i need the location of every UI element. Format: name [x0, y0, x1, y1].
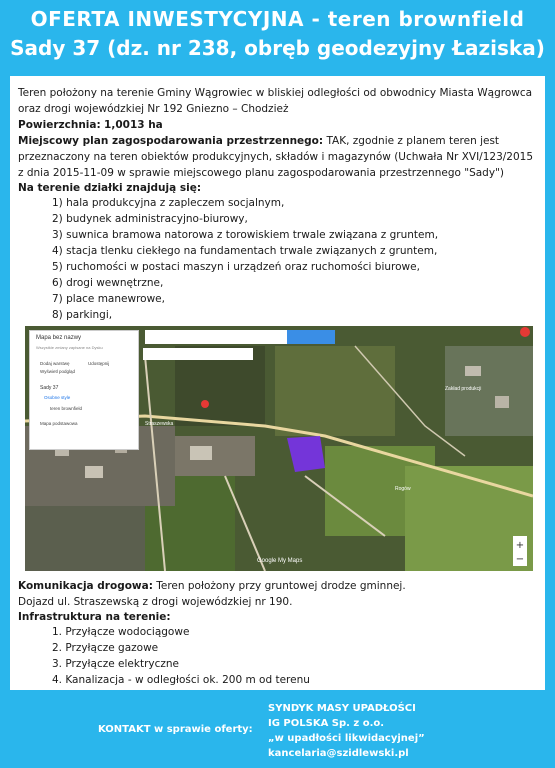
plan-line-1: [18, 133, 499, 149]
located-label: Na terenie działki znajdują się:: [18, 182, 202, 194]
area-line: [18, 117, 163, 133]
located-item: 1) hala produkcyjna z zapleczem socjalnym,: [52, 197, 285, 209]
located-item: 6) drogi wewnętrzne,: [52, 277, 164, 289]
trustee-line-2: IG POLSKA Sp. z o.o.: [268, 718, 385, 729]
offer-title: OFERTA INWESTYCYJNA - teren brownfield: [30, 7, 525, 31]
contact-label: KONTAKT w sprawie oferty:: [98, 724, 253, 735]
street-label: Straszewska: [145, 421, 174, 427]
google-logo: Google My Maps: [257, 558, 303, 564]
base-map-item[interactable]: Mapa podstawowa: [40, 421, 78, 426]
area-value: 1,0013 ha: [104, 119, 163, 131]
located-item: 5) ruchomości w postaci maszyn i urządzeń oraz ruchomości biurowe,: [52, 261, 420, 273]
offer-subtitle: Sady 37 (dz. nr 238, obręb geodezyjny Łaziska): [10, 36, 545, 60]
trustee-line-3: „w upadłości likwidacyjnej”: [268, 733, 425, 744]
plan-label: Miejscowy plan zagospodarowania przestrzennego:: [18, 135, 324, 147]
header-banner: [0, 0, 555, 76]
infra-item: 1. Przyłącze wodociągowe: [52, 626, 190, 638]
intro-line-2: oraz drogi wojewódzkiej Nr 192 Gniezno – Chodzież: [18, 103, 289, 115]
communication-label: Komunikacja drogowa:: [18, 580, 153, 592]
intro-line-1: Teren położony na terenie Gminy Wągrowiec w bliskiej odległości od obwodnicy Miasta Wągrowca: [18, 87, 533, 99]
infra-item: 3. Przyłącze elektryczne: [52, 658, 180, 670]
share-button[interactable]: Udostępnij: [88, 361, 110, 366]
plan-line-3: z dnia 2015-11-09 w sprawie miejscowego planu zagospodarowania przestrzennego "Sady"): [18, 167, 504, 179]
communication-line-2: Dojazd ul. Straszewską z drogi wojewódzkiej nr 190.: [18, 596, 293, 608]
infra-item: 2. Przyłącze gazowe: [52, 642, 159, 654]
infra-item: 4. Kanalizacja - w odległości ok. 200 m od terenu: [52, 674, 310, 686]
map-subtitle: Wszystkie zmiany zapisane na Dysku: [36, 345, 103, 350]
located-item: 2) budynek administracyjno-biurowy,: [52, 213, 248, 225]
located-item: 8) parkingi,: [52, 309, 113, 321]
plan-answer: TAK, zgodnie z planem teren jest: [323, 135, 500, 147]
area-label: Powierzchnia:: [18, 119, 101, 131]
style-link[interactable]: Osobne style: [44, 395, 71, 400]
svg-text:+: +: [515, 540, 525, 551]
map-title: Mapa bez nazwy: [36, 335, 82, 341]
feature-item[interactable]: teren brownfield: [50, 406, 83, 411]
content-card: [10, 76, 545, 690]
svg-text:−: −: [515, 554, 525, 565]
located-item: 3) suwnica bramowa natorowa z torowiskiem trwale związana z gruntem,: [52, 229, 439, 241]
infra-label: Infrastruktura na terenie:: [18, 611, 171, 623]
map-layers-panel: [29, 330, 139, 450]
plan-line-2: przeznaczony na teren obiektów produkcyjnych, składów i magazynów (Uchwała Nr XVI/123/2015: [18, 151, 534, 163]
layer-name[interactable]: Sady 37: [40, 385, 59, 391]
plant-label: Zakład produkcji: [445, 386, 482, 392]
add-layer-button[interactable]: Dodaj warstwę: [40, 361, 70, 366]
communication-line-1: Komunikacja drogowa: Teren położony przy gruntowej drodze gminnej.: [18, 580, 406, 592]
located-item: 7) place manewrowe,: [52, 293, 165, 305]
map-screenshot: [25, 326, 533, 571]
contact-email[interactable]: kancelaria@szidlewski.pl: [268, 748, 409, 759]
located-item: 4) stacja tlenku ciekłego na fundamentach trwale związanych z gruntem,: [52, 245, 438, 257]
footer-banner: [0, 690, 555, 768]
trustee-line-1: SYNDYK MASY UPADŁOŚCI: [268, 703, 416, 714]
preview-button[interactable]: Wyświetl podgląd: [40, 369, 75, 374]
road-label: Rogów: [395, 486, 411, 492]
